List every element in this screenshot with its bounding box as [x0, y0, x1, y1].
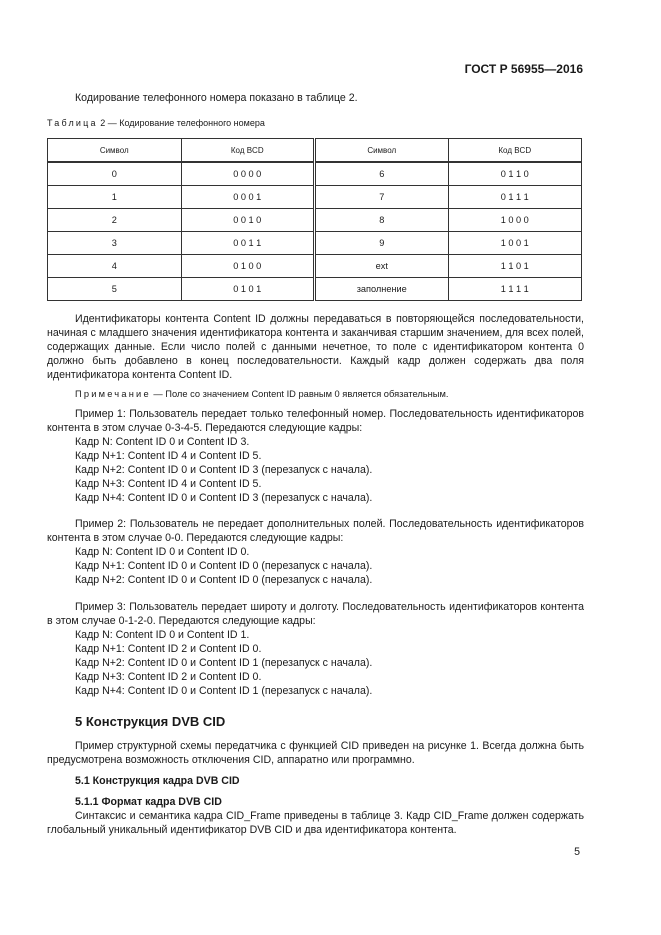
- document-standard-header: ГОСТ Р 56955—2016: [464, 62, 583, 76]
- cell-symbol: заполнение: [315, 278, 449, 301]
- section-5-1-heading: 5.1 Конструкция кадра DVB CID: [75, 775, 240, 787]
- cell-bcd: 0 1 0 1: [181, 278, 315, 301]
- example-2-frame-line: Кадр N+1: Content ID 0 и Content ID 0 (перезапуск с начала).: [75, 560, 373, 572]
- example-1-frame-line: Кадр N+3: Content ID 4 и Content ID 5.: [75, 478, 262, 490]
- cell-bcd: 0 1 1 0: [448, 162, 582, 186]
- note-label: Примечание: [75, 389, 151, 399]
- header-bcd: Код BCD: [181, 139, 315, 163]
- example-3-frame-line: Кадр N+4: Content ID 0 и Content ID 1 (перезапуск с начала).: [75, 685, 373, 697]
- section-5-paragraph: Пример структурной схемы передатчика с функцией CID приведен на рисунке 1. Всегда должна быть предусмотрена возможность отключения CID, аппаратно или программно.: [47, 740, 584, 766]
- section-5-1-1-paragraph: Синтаксис и семантика кадра CID_Frame приведены в таблице 3. Кадр CID_Frame должен содержать глобальный уникальный идентификатор DVB CID и два идентификатора контента.: [47, 810, 584, 836]
- example-1-frame-line: Кадр N+2: Content ID 0 и Content ID 3 (перезапуск с начала).: [75, 464, 373, 476]
- cell-bcd: 0 0 0 0: [181, 162, 315, 186]
- example-3-frame-line: Кадр N+1: Content ID 2 и Content ID 0.: [75, 643, 262, 655]
- header-symbol: Символ: [48, 139, 182, 163]
- section-5-1-1-heading: 5.1.1 Формат кадра DVB CID: [75, 796, 222, 808]
- intro-paragraph: Кодирование телефонного номера показано в таблице 2.: [75, 92, 358, 104]
- cell-bcd: 1 0 0 0: [448, 209, 582, 232]
- content-id-paragraph: Идентификаторы контента Content ID должны передаваться в повторяющейся последовательности, начиная с младшего значения идентификатора контента и заканчивая старшим значением, для всех полей, содержащих данные. Если число полей с данными нечетное, то поле с идентификатором контента 0 должно быть добавлено в конец последовательности. Каждый кадр должен содержать два поля идентификатора контента Content ID.: [47, 313, 584, 381]
- example-1-paragraph: Пример 1: Пользователь передает только телефонный номер. Последовательность идентификаторов контента в этом случае 0-3-4-5. Передаются следующие кадры:: [47, 408, 584, 434]
- section-5-heading: 5 Конструкция DVB CID: [75, 714, 226, 729]
- table-row: [48, 232, 582, 255]
- cell-bcd: 0 0 0 1: [181, 186, 315, 209]
- cell-bcd: 0 1 0 0: [181, 255, 315, 278]
- example-2-paragraph: Пример 2: Пользователь не передает дополнительных полей. Последовательность идентификаторов контента в этом случае 0-0. Передаются следующие кадры:: [47, 518, 584, 544]
- table-row: [48, 186, 582, 209]
- example-3-frame-line: Кадр N: Content ID 0 и Content ID 1.: [75, 629, 250, 641]
- cell-symbol: 3: [48, 232, 182, 255]
- cell-symbol: ext: [315, 255, 449, 278]
- cell-bcd: 0 1 1 1: [448, 186, 582, 209]
- note-text: — Поле со значением Content ID равным 0 является обязательным.: [150, 389, 449, 399]
- cell-symbol: 7: [315, 186, 449, 209]
- example-1-frame-line: Кадр N: Content ID 0 и Content ID 3.: [75, 436, 250, 448]
- cell-symbol: 1: [48, 186, 182, 209]
- cell-bcd: 0 0 1 1: [181, 232, 315, 255]
- cell-bcd: 0 0 1 0: [181, 209, 315, 232]
- note: [75, 389, 448, 399]
- cell-symbol: 0: [48, 162, 182, 186]
- table-caption-title: 2 — Кодирование телефонного номера: [97, 118, 265, 128]
- cell-symbol: 4: [48, 255, 182, 278]
- table-row: [48, 278, 582, 301]
- header-symbol: Символ: [315, 139, 449, 163]
- cell-symbol: 9: [315, 232, 449, 255]
- table-header-row: [48, 139, 582, 163]
- example-1-frame-line: Кадр N+1: Content ID 4 и Content ID 5.: [75, 450, 262, 462]
- cell-bcd: 1 1 0 1: [448, 255, 582, 278]
- example-2-frame-line: Кадр N+2: Content ID 0 и Content ID 0 (перезапуск с начала).: [75, 574, 373, 586]
- cell-symbol: 2: [48, 209, 182, 232]
- page-number: 5: [574, 846, 580, 858]
- example-3-frame-line: Кадр N+2: Content ID 0 и Content ID 1 (перезапуск с начала).: [75, 657, 373, 669]
- table-caption-label: Таблица: [47, 118, 98, 128]
- table-caption: [47, 118, 265, 128]
- cell-bcd: 1 1 1 1: [448, 278, 582, 301]
- header-bcd: Код BCD: [448, 139, 582, 163]
- phone-coding-table: [47, 138, 582, 301]
- example-1-frame-line: Кадр N+4: Content ID 0 и Content ID 3 (перезапуск с начала).: [75, 492, 373, 504]
- cell-symbol: 5: [48, 278, 182, 301]
- cell-symbol: 8: [315, 209, 449, 232]
- example-2-frame-line: Кадр N: Content ID 0 и Content ID 0.: [75, 546, 250, 558]
- cell-symbol: 6: [315, 162, 449, 186]
- table-row: [48, 162, 582, 186]
- table-row: [48, 255, 582, 278]
- example-3-frame-line: Кадр N+3: Content ID 2 и Content ID 0.: [75, 671, 262, 683]
- table-row: [48, 209, 582, 232]
- cell-bcd: 1 0 0 1: [448, 232, 582, 255]
- example-3-paragraph: Пример 3: Пользователь передает широту и долготу. Последовательность идентификаторов контента в этом случае 0-1-2-0. Передаются следующие кадры:: [47, 601, 584, 627]
